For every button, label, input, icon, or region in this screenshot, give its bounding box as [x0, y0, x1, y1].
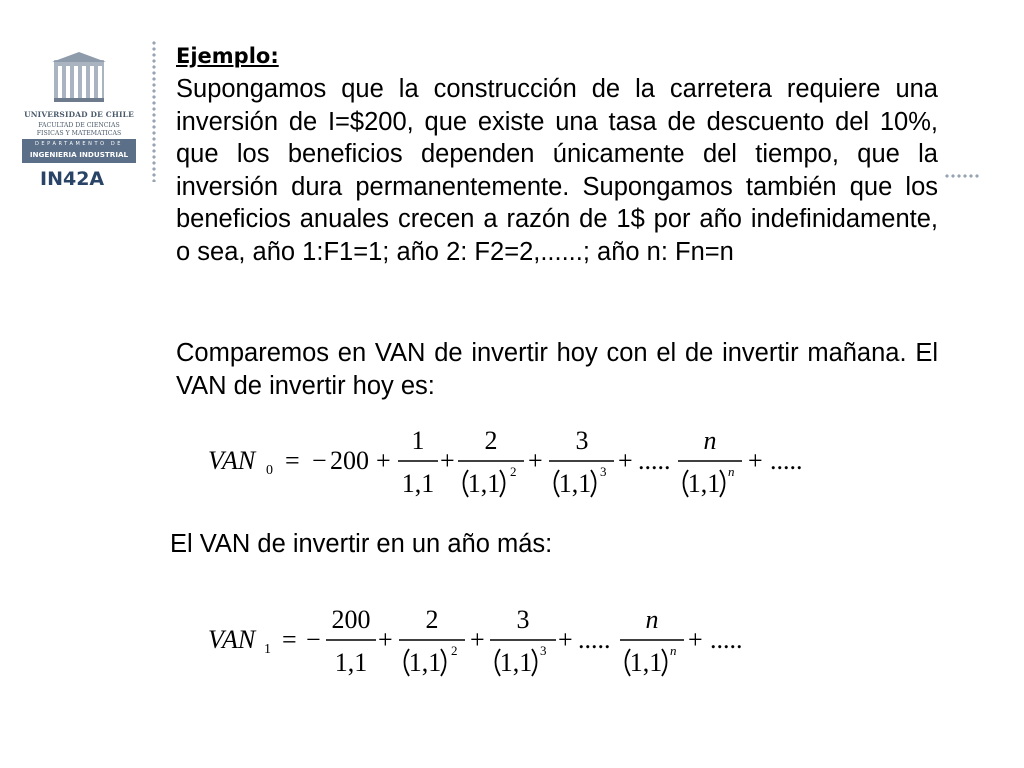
equals-sign: = [282, 625, 297, 654]
paragraph-problem-statement: Supongamos que la construcción de la carretera requiere una inversión de I=$200, que existe una tasa de descuento del 10%, que los beneficios dependen únicamente del tiempo, que la inversión dura permanentemente. Supongamos también que los beneficios anuales crecen a razón de 1$ por año indefinidamente, o sea, año 1:F1=1; año 2: F2=2,......; año n: Fn=n [176, 75, 938, 266]
term1-numerator: 200 [331, 605, 371, 634]
right-parenthesis [500, 470, 505, 497]
term2-numerator: 2 [484, 426, 498, 455]
plus-sign: + [376, 446, 391, 475]
term2-exponent: 2 [451, 643, 458, 658]
equals-sign: = [285, 446, 300, 475]
formula-van-1 [208, 605, 743, 677]
right-parenthesis [591, 470, 596, 497]
ellipsis: ..... [578, 625, 611, 654]
department-label: DEPARTAMENTO DE [34, 141, 124, 147]
termn-exponent: n [670, 643, 677, 658]
right-parenthesis [441, 649, 446, 676]
formula-lhs: VAN [208, 446, 256, 475]
term2-numerator: 2 [425, 605, 439, 634]
formula-lhs: VAN [208, 625, 256, 654]
termn-denominator: 1,1 [629, 648, 663, 677]
paragraph-van-next-year: El VAN de invertir en un año más: [170, 530, 553, 558]
plus-sign: + [440, 446, 455, 475]
ellipsis: ..... [770, 446, 803, 475]
university-name: UNIVERSIDAD DE CHILE [24, 110, 134, 119]
faculty-line-2: FISICAS Y MATEMATICAS [36, 130, 122, 137]
term2-exponent: 2 [510, 464, 517, 479]
paragraph-comparison: Comparemos en VAN de invertir hoy con el de invertir mañana. El VAN de invertir hoy es: [176, 339, 938, 400]
minus-sign: − [306, 625, 321, 654]
plus-sign: + [618, 446, 633, 475]
term3-exponent: 3 [540, 643, 547, 658]
termn-numerator: n [703, 426, 717, 455]
plus-sign: + [558, 625, 573, 654]
plus-sign: + [470, 625, 485, 654]
term1-denominator: 1,1 [401, 469, 435, 498]
formula-van-0 [208, 426, 803, 498]
termn-numerator: n [645, 605, 659, 634]
ellipsis: ..... [638, 446, 671, 475]
course-code: IN42A [40, 168, 105, 190]
right-parenthesis [720, 470, 725, 497]
ellipsis: ..... [710, 625, 743, 654]
plus-sign: + [528, 446, 543, 475]
termn-denominator: 1,1 [687, 469, 721, 498]
investment-value: 200 [330, 446, 369, 475]
faculty-line-1: FACULTAD DE CIENCIAS [38, 122, 120, 129]
term2-denominator: 1,1 [467, 469, 501, 498]
plus-sign: + [748, 446, 763, 475]
term3-numerator: 3 [575, 426, 589, 455]
term1-numerator: 1 [411, 426, 425, 455]
plus-sign: + [378, 625, 393, 654]
slide-title: Ejemplo: [176, 44, 279, 68]
minus-sign: − [312, 446, 327, 475]
formula-subscript: 1 [264, 642, 271, 657]
term2-denominator: 1,1 [408, 648, 442, 677]
plus-sign: + [688, 625, 703, 654]
term1-denominator: 1,1 [334, 648, 368, 677]
term3-exponent: 3 [600, 464, 607, 479]
right-parenthesis [662, 649, 667, 676]
term3-numerator: 3 [516, 605, 530, 634]
term3-denominator: 1,1 [499, 648, 533, 677]
term3-denominator: 1,1 [558, 469, 592, 498]
department-name: INGENIERIA INDUSTRIAL [29, 150, 129, 159]
right-parenthesis [532, 649, 537, 676]
formula-subscript: 0 [266, 463, 273, 478]
termn-exponent: n [728, 464, 735, 479]
